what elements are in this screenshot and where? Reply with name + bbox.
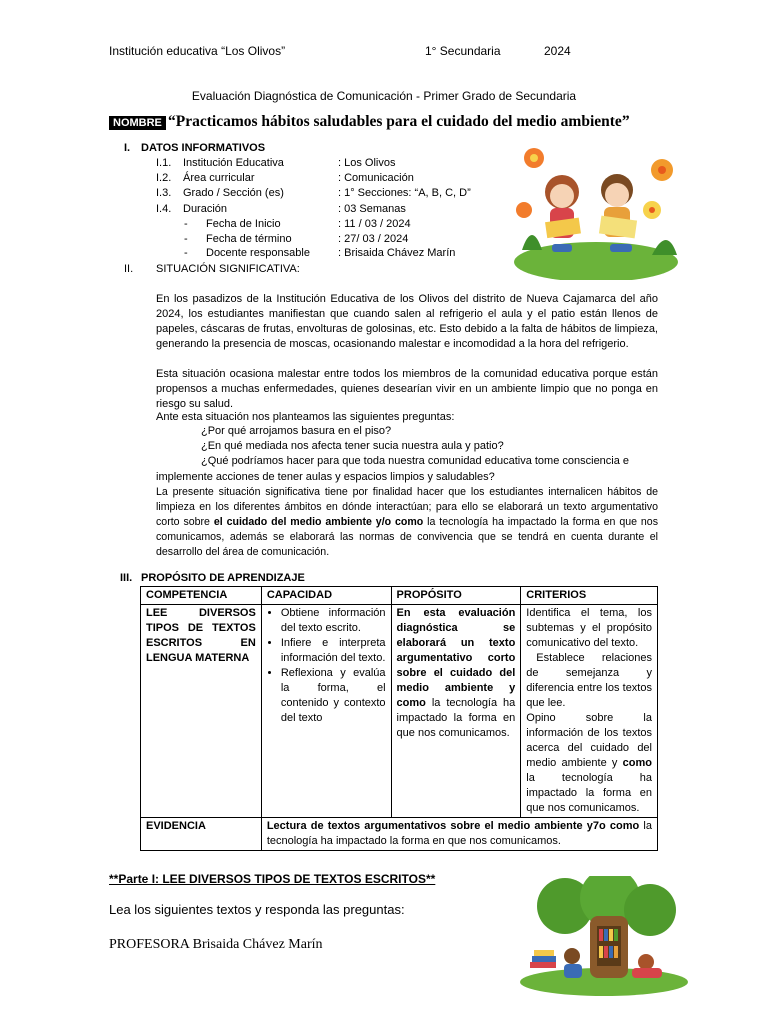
reading-tree-illustration [520,876,688,996]
header-grade: 1° Secundaria [425,44,501,58]
header-institution: Institución educativa “Los Olivos” [109,44,286,58]
criterio-3b: la tecnología ha impactado la forma en que nos comunicamos. [526,772,652,814]
sub-label: Docente responsable [206,247,310,259]
criterio-3a: Opino sobre la información de los textos acerca del cuidado del medio ambiente y [526,712,652,769]
item-label: Duración [183,203,228,215]
situation-paragraph-3: Ante esta situación nos planteamos las siguientes preguntas: [156,411,455,423]
section2-number: II. [124,263,134,275]
sub-dash: - [184,233,188,245]
header-proposito: PROPÓSITO [391,587,521,605]
proposito-cell [391,605,521,818]
capacidad-item: • Reflexiona y evalúa la forma, el contenido y contexto del texto [281,666,386,726]
evidencia-rest: la tecnología ha impactado la forma en que nos comunicamos. [266,820,652,847]
capacidad-item: • Infiere e interpreta información del texto. [281,636,386,666]
item-num: I.1. [156,157,172,169]
sub-value: : Brisaida Chávez Marín [338,247,456,259]
p4-end: la tecnología ha impactado la forma en que nos comunicamos, además se elaborará las normas de convivencia que se tendrá en cuenta durante el desarrollo del área de comunicación. [156,516,658,558]
item-value: : Comunicación [338,172,414,184]
header-capacidad: CAPACIDAD [261,587,391,605]
situation-paragraph-1: En los pasadizos de la Institución Educativa de los Olivos del distrito de Nueva Cajamarca del año 2024, los estudiantes manifiestan que cuando salen al refrigerio el aula y el patio están llenos de papeles, cáscaras de frutas, envolturas de golosinas, etc. Esto debido a la falta de hábitos de limpieza, generando la presencia de moscas, ocasionando malestar e incomodidad a la hora del refrigerio. [156,293,658,350]
p4-start: La presente situación significativa tiene por finalidad hacer que los estudiantes internalicen hábitos de limpieza en los diferentes ámbitos en dónde interactúan; para ello se elaborará un texto argumentativo corto sobre [156,486,658,528]
situation-paragraph-4 [156,485,658,560]
proposito-bold: En esta evaluación diagnóstica se elaborará un texto argumentativo corto sobre el cuidado del medio ambiente y como [396,607,516,709]
header-year: 2024 [544,44,571,58]
instruction-text: Lea los siguientes textos y responda las preguntas: [109,902,405,917]
capacidad-item: • Obtiene información del texto escrito. [281,606,386,636]
item-label: Área curricular [183,172,255,184]
purpose-table [140,586,658,851]
criterio-3-bold: como [622,757,652,769]
evaluation-title: Evaluación Diagnóstica de Comunicación - Primer Grado de Secundaria [191,89,577,103]
situation-paragraph-2: Esta situación ocasiona malestar entre todos los miembros de la comunidad educativa porque están propensos a muchas enfermedades, quienes desearían vivir en un ambiente limpio que no ponga en riesgo su salud. [156,368,658,410]
table-header-row [141,587,658,605]
sub-label: Fecha de Inicio [206,218,281,230]
criterio-2: Establece relaciones de semejanza y diferencia entre los textos que lee. [526,652,652,709]
nombre-label: NOMBRE [109,116,166,130]
evidencia-bold: Lectura de textos argumentativos sobre el medio ambiente y7o como [266,820,640,832]
competencia-cell: LEE DIVERSOS TIPOS DE TEXTOS ESCRITOS EN LENGUA MATERNA [141,605,262,818]
evidencia-label: EVIDENCIA [141,818,262,851]
question-1: ¿Por qué arrojamos basura en el piso? [201,425,392,437]
table-row [141,605,658,818]
question-3-line1: ¿Qué podríamos hacer para que toda nuestra comunidad educativa tome consciencia e [201,455,630,467]
header-competencia: COMPETENCIA [141,587,262,605]
section2-title: SITUACIÓN SIGNIFICATIVA: [156,263,300,275]
section3-number: III. [120,572,133,584]
section1-number: I. [124,142,131,154]
question-3-line2: implemente acciones de tener aulas y espacios limpios y saludables? [156,471,495,483]
item-num: I.4. [156,203,172,215]
item-value: : 03 Semanas [338,203,406,215]
criterio-3 [526,711,652,816]
question-2: ¿En qué mediada nos afecta tener sucia nuestra aula y patio? [201,440,504,452]
sub-value: : 11 / 03 / 2024 [338,218,411,230]
section3-title: PROPÓSITO DE APRENDIZAJE [141,572,305,584]
sub-dash: - [184,247,188,259]
children-reading-illustration [512,140,680,280]
criterio-1: Identifica el tema, los subtemas y el propósito comunicativo del texto. [526,607,652,649]
evidencia-cell [261,818,657,851]
section1-title: DATOS INFORMATIVOS [141,142,266,154]
sub-label: Fecha de término [206,233,292,245]
proposito-rest: la tecnología ha impactado la forma en que nos comunicamos. [396,697,516,739]
item-num: I.3. [156,187,172,199]
item-value: : 1° Secciones: “A, B, C, D” [338,187,471,199]
teacher-name: PROFESORA Brisaida Chávez Marín [109,937,323,952]
header-criterios: CRITERIOS [521,587,658,605]
evidencia-row [141,818,658,851]
p4-bold: el cuidado del medio ambiente y/o como [213,516,424,528]
main-title: “Practicamos hábitos saludables para el cuidado del medio ambiente” [168,113,630,130]
capacidad-cell [261,605,391,818]
sub-value: : 27/ 03 / 2024 [338,233,409,245]
sub-dash: - [184,218,188,230]
item-label: Grado / Sección (es) [183,187,284,199]
criterios-cell [521,605,658,818]
item-value: : Los Olivos [338,157,396,169]
item-num: I.2. [156,172,172,184]
item-label: Institución Educativa [183,157,284,169]
part1-title: **Parte I: LEE DIVERSOS TIPOS DE TEXTOS ESCRITOS** [109,872,436,886]
